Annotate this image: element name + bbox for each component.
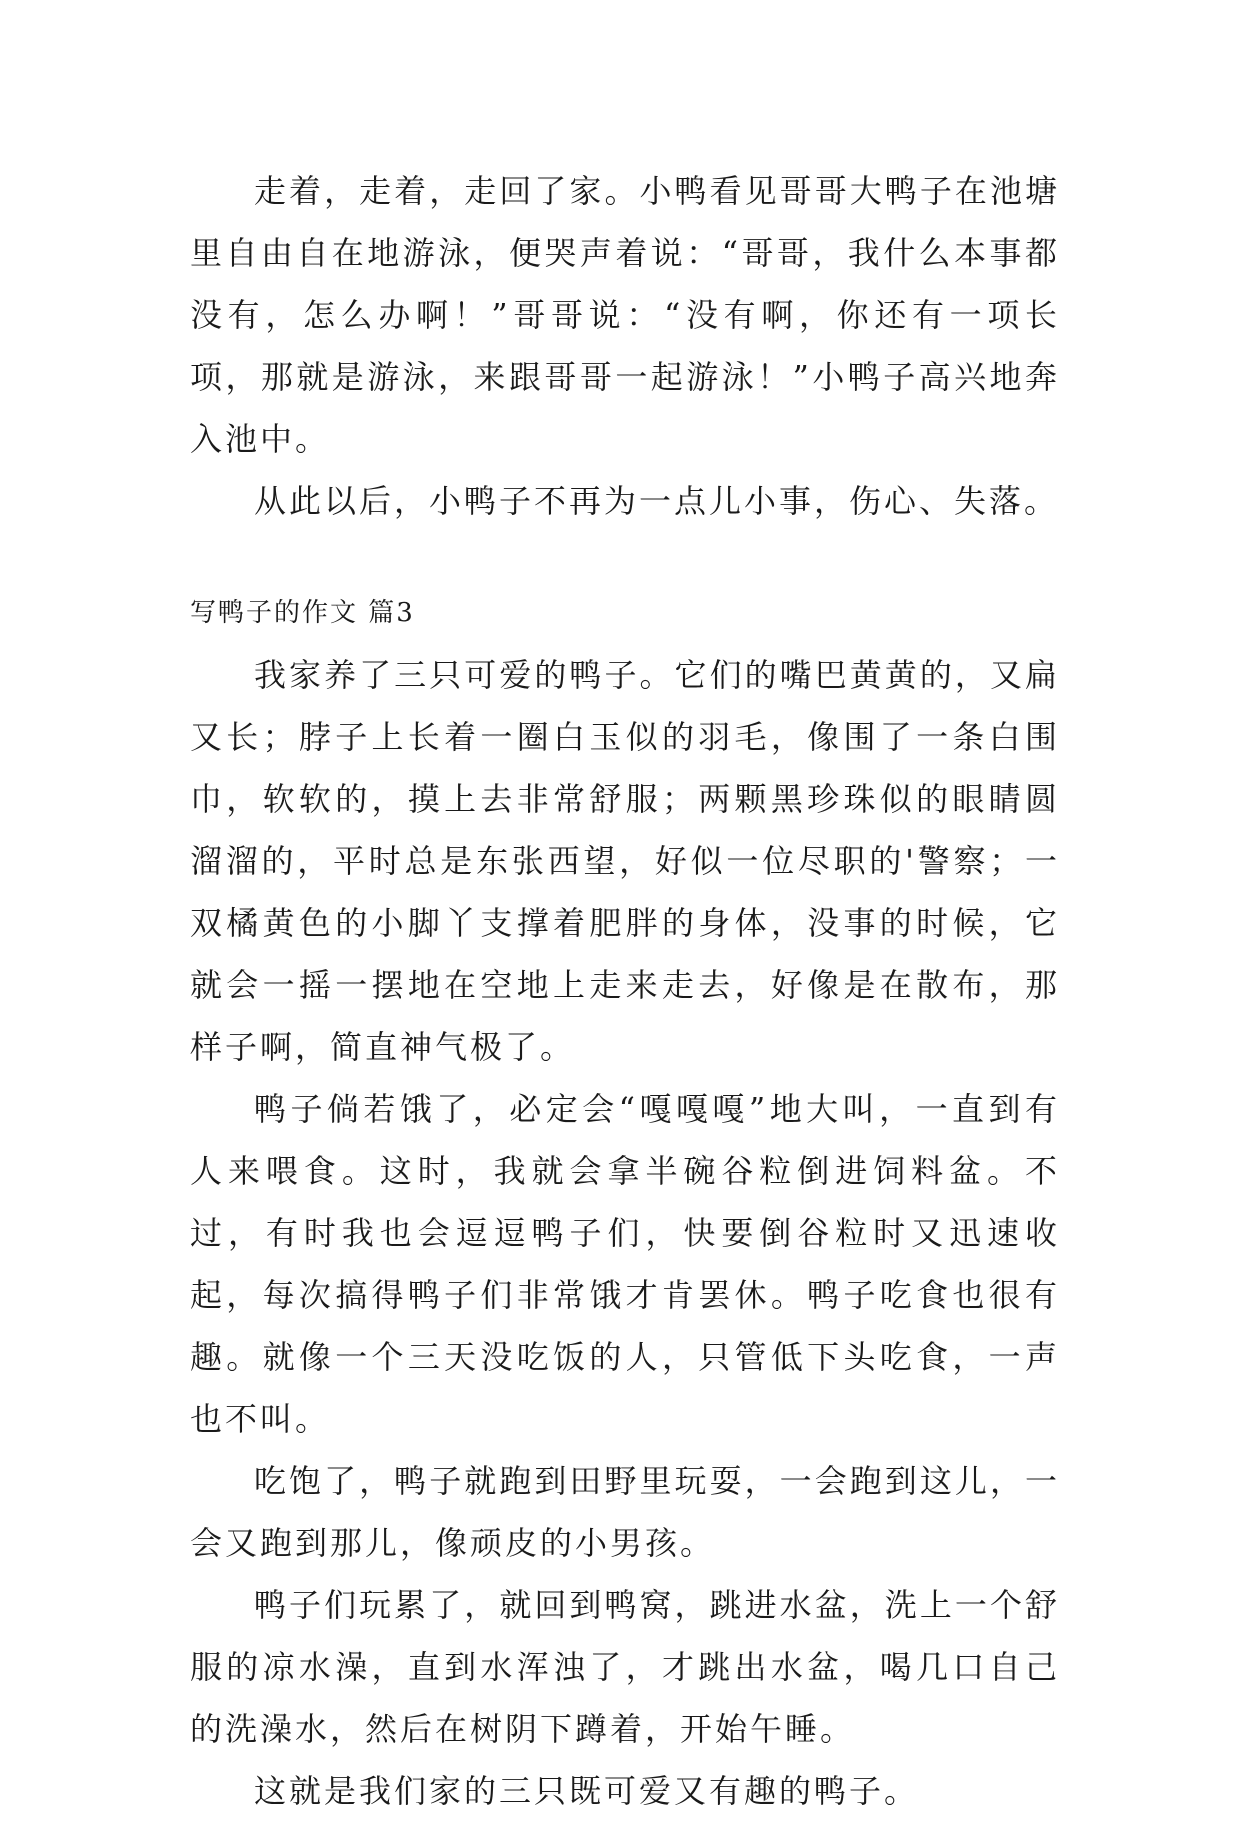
paragraph: 这就是我们家的三只既可爱又有趣的鸭子。 xyxy=(254,1772,920,1810)
paragraph: 从此以后，小鸭子不再为一点儿小事，伤心、失落。 xyxy=(254,482,1060,520)
paragraph: 吃饱了，鸭子就跑到田野里玩耍，一会跑到这儿，一会又跑到那儿，像顽皮的小男孩。 xyxy=(190,1462,1060,1562)
paragraph: 我家养了三只可爱的鸭子。它们的嘴巴黄黄的，又扁又长；脖子上长着一圈白玉似的羽毛，像围了一条白围巾，软软的，摸上去非常舒服；两颗黑珍珠似的眼睛圆溜溜的，平时总是东张西望，好似一位尽职的'警察；一双橘黄色的小脚丫支撑着肥胖的身体，没事的时候，它就会一摇一摆地在空地上走来走去，好像是在散布，那样子啊，简直神气极了。 xyxy=(190,656,1060,1066)
paragraph: 走着，走着，走回了家。小鸭看见哥哥大鸭子在池塘里自由自在地游泳，便哭声着说：“哥哥，我什么本事都没有，怎么办啊！”哥哥说：“没有啊，你还有一项长项，那就是游泳，来跟哥哥一起游泳！”小鸭子高兴地奔入池中。 xyxy=(190,172,1060,458)
paragraph: 鸭子倘若饿了，必定会“嘎嘎嘎”地大叫，一直到有人来喂食。这时，我就会拿半碗谷粒倒进饲料盆。不过，有时我也会逗逗鸭子们，快要倒谷粒时又迅速收起，每次搞得鸭子们非常饿才肯罢休。鸭子吃食也很有趣。就像一个三天没吃饭的人，只管低下头吃食，一声也不叫。 xyxy=(190,1090,1060,1438)
section-gap xyxy=(190,532,1060,582)
document-page xyxy=(190,160,1060,1822)
section-heading: 写鸭子的作文 篇3 xyxy=(190,598,415,628)
paragraph: 鸭子们玩累了，就回到鸭窝，跳进水盆，洗上一个舒服的凉水澡，直到水浑浊了，才跳出水盆，喝几口自己的洗澡水，然后在树阴下蹲着，开始午睡。 xyxy=(190,1586,1060,1748)
